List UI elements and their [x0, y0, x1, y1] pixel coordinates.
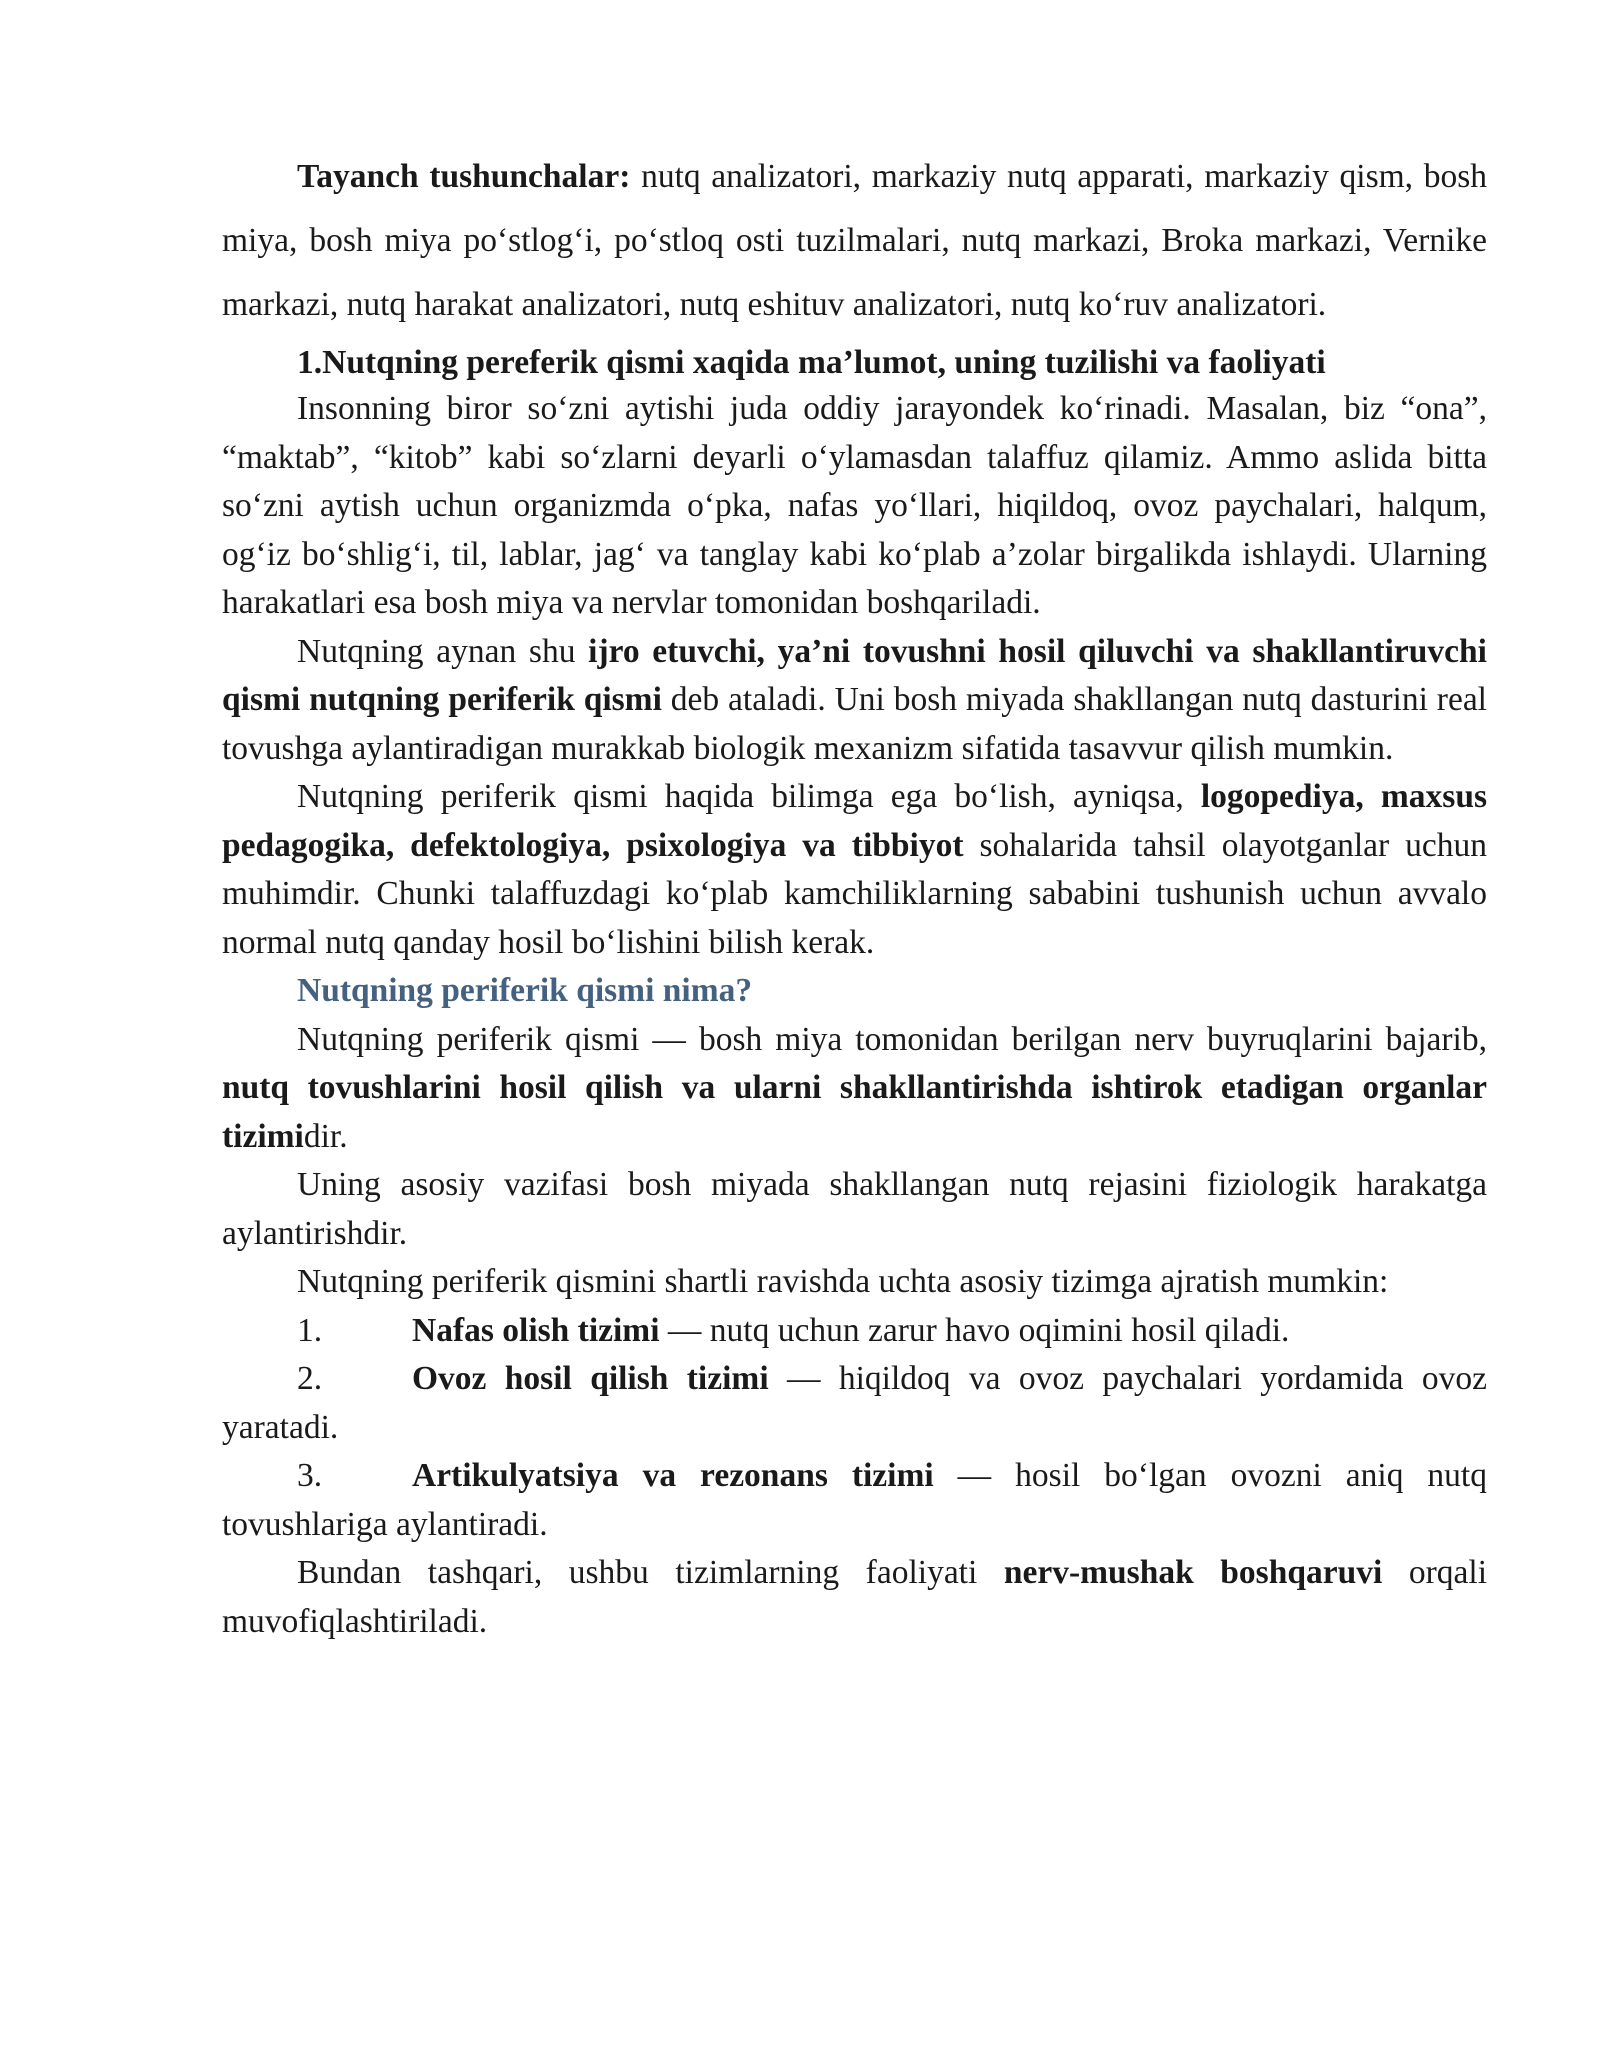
paragraph-7-text-c: orqali muvofiqlashtiriladi. — [222, 1554, 1488, 1640]
paragraph-7-text-a: Bundan tashqari, ushbu tizimlarning faoliyati — [297, 1554, 1004, 1591]
paragraph-7-bold: nerv-mushak boshqaruvi — [1003, 1554, 1383, 1591]
sub-heading: Nutqning periferik qismi nima? — [297, 972, 753, 1009]
paragraph-4-text-a: Nutqning periferik qismi — bosh miya tomonidan berilgan nerv buyruqlarini bajarib, — [297, 1020, 1487, 1058]
key-concepts-text: nutq analizatori, markaziy nutq apparati, markaziy qism, bosh miya, bosh miya po‘stlog‘i, po‘stloq osti tuzilmalari, nutq markazi, Broka markazi, Vernike markazi, nutq harakat analizatori, nutq eshituv analizatori, nutq ko‘ruv analizatori. — [222, 158, 1488, 323]
paragraph-4-text-c: dir. — [303, 1117, 348, 1155]
list-number: 3. — [297, 1457, 323, 1494]
paragraph-4 — [222, 1016, 1487, 1162]
paragraph-3-text-c: sohalarida tahsil olayotganlar uchun muhimdir. Chunki talaffuzdagi ko‘plab kamchiliklarning sababini tushunish uchun avvalo normal nutq qanday hosil bo‘lishini bilish kerak. — [222, 826, 1488, 961]
key-concepts-paragraph — [222, 145, 1487, 337]
paragraph-1: Insonning biror so‘zni aytishi juda oddiy jarayondek ko‘rinadi. Masalan, biz “ona”, “maktab”, “kitob” kabi so‘zlarni deyarli o‘ylamasdan talaffuz qilamiz. Ammo aslida bitta so‘zni aytish uchun organizmda o‘pka, nafas yo‘llari, hiqildoq, ovoz paychalari, halqum, og‘iz bo‘shlig‘i, til, lablar, jag‘ va tanglay kabi ko‘plab a’zolar birgalikda ishlaydi. Ularning harakatlari esa bosh miya va nervlar tomonidan boshqariladi. — [222, 390, 1487, 621]
paragraph-5: Uning asosiy vazifasi bosh miyada shakllangan nutq rejasini fiziologik harakatga aylantirishdir. — [222, 1166, 1487, 1252]
list-item — [222, 1355, 1487, 1452]
paragraph-2-bold: ijro etuvchi, ya’ni tovushni hosil qiluvchi va shakllantiruvchi qismi nutqning periferik qismi — [222, 632, 1487, 718]
paragraph-2-text-c: deb ataladi. Uni bosh miyada shakllangan nutq dasturini real tovushga aylantiradigan murakkab biologik mexanizm sifatida tasavvur qilish mumkin. — [222, 681, 1487, 767]
paragraph-7 — [222, 1549, 1487, 1646]
paragraph-2-text-a: Nutqning aynan shu — [297, 632, 589, 670]
list-item — [222, 1307, 1487, 1356]
paragraph-4-bold: nutq tovushlarini hosil qilish va ularni shakllantirishda ishtirok etadigan organlar tizimi — [222, 1069, 1487, 1155]
list-item-text: — nutq uchun zarur havo oqimini hosil qiladi. — [659, 1311, 1290, 1349]
paragraph-3-bold: logopediya, maxsus pedagogika, defektologiya, psixologiya va tibbiyot — [222, 778, 1487, 864]
list-item — [222, 1452, 1487, 1549]
paragraph-2 — [222, 628, 1487, 774]
list-item-text: — hiqildoq va ovoz paychalari yordamida ovoz yaratadi. — [222, 1360, 1487, 1446]
list-item-bold: Ovoz hosil qilish tizimi — [412, 1360, 769, 1397]
paragraph-3 — [222, 773, 1487, 967]
paragraph-3-text-a: Nutqning periferik qismi haqida bilimga ega bo‘lish, ayniqsa, — [297, 778, 1201, 815]
key-concepts-label: Tayanch tushunchalar: — [297, 158, 631, 195]
list-item-bold: Artikulyatsiya va rezonans tizimi — [412, 1457, 934, 1494]
list-number: 1. — [297, 1311, 323, 1349]
list-item-bold: Nafas olish tizimi — [412, 1311, 660, 1349]
list-item-text: — hosil bo‘lgan ovozni aniq nutq tovushlariga aylantiradi. — [222, 1457, 1487, 1543]
list-number: 2. — [297, 1360, 323, 1397]
section-heading: 1.Nutqning pereferik qismi xaqida ma’lumot, uning tuzilishi va faoliyati — [297, 344, 1326, 381]
paragraph-6: Nutqning periferik qismini shartli ravishda uchta asosiy tizimga ajratish mumkin: — [297, 1263, 1389, 1300]
